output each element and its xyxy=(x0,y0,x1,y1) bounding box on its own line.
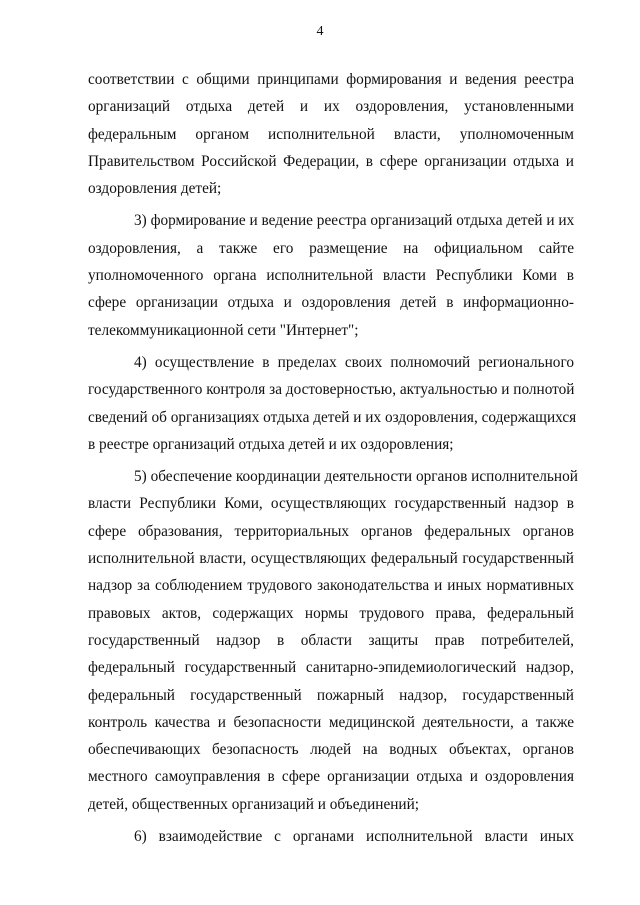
text-line: государственный надзор в области защиты прав потребителей, xyxy=(88,631,574,649)
text-line: сведений об организациях отдыха детей и их оздоровления, содержащихся xyxy=(88,408,577,426)
text-line: детей, общественных организаций и объединений; xyxy=(88,795,420,813)
text-line: федеральный государственный пожарный надзор, государственный xyxy=(88,686,574,704)
text-line: оздоровления детей; xyxy=(88,180,222,198)
text-line: государственного контроля за достоверностью, актуальностью и полнотой xyxy=(88,381,575,399)
paragraph xyxy=(88,66,574,202)
text-line: надзор за соблюдением трудового законодательства и иных нормативных xyxy=(88,577,574,595)
document-body xyxy=(88,66,578,855)
text-line: контроль качества и безопасности медицинской деятельности, а также xyxy=(88,713,574,731)
text-line: 4) осуществление в пределах своих полномочий регионального xyxy=(134,353,574,371)
paragraph xyxy=(88,823,574,850)
text-line: власти Республики Коми, осуществляющих государственный надзор в xyxy=(88,495,574,513)
text-line: исполнительной власти, осуществляющих федеральный государственный xyxy=(88,550,574,568)
page-number: 4 xyxy=(316,24,324,39)
text-line: 3) формирование и ведение реестра организаций отдыха детей и их xyxy=(134,212,575,230)
text-line: 5) обеспечение координации деятельности органов исполнительной xyxy=(134,468,578,486)
text-line: уполномоченного органа исполнительной власти Республики Коми в xyxy=(88,267,574,285)
text-line: обеспечивающих безопасность людей на водных объектах, органов xyxy=(88,741,574,759)
text-line: 6) взаимодействие с органами исполнительной власти иных xyxy=(134,828,574,846)
paragraph xyxy=(88,349,577,458)
text-line: в реестре организаций отдыха детей и их оздоровления; xyxy=(88,435,454,453)
paragraph xyxy=(88,463,578,818)
text-line: сфере образования, территориальных органов федеральных органов xyxy=(88,522,574,540)
text-line: телекоммуникационной сети "Интернет"; xyxy=(88,321,359,339)
text-line: местного самоуправления в сфере организации отдыха и оздоровления xyxy=(88,768,574,786)
text-line: федеральным органом исполнительной власти, уполномоченным xyxy=(88,125,574,143)
text-line: оздоровления, а также его размещение на официальном сайте xyxy=(88,239,574,257)
text-line: соответствии с общими принципами формирования и ведения реестра xyxy=(88,71,574,88)
text-line: Правительством Российской Федерации, в сфере организации отдыха и xyxy=(88,152,574,170)
text-line: федеральный государственный санитарно-эпидемиологический надзор, xyxy=(88,659,574,677)
text-line: организаций отдыха детей и их оздоровления, установленными xyxy=(88,98,574,116)
text-line: правовых актов, содержащих нормы трудового права, федеральный xyxy=(88,604,574,622)
text-line: сфере организации отдыха и оздоровления детей в информационно- xyxy=(88,294,574,312)
paragraph xyxy=(88,207,574,343)
